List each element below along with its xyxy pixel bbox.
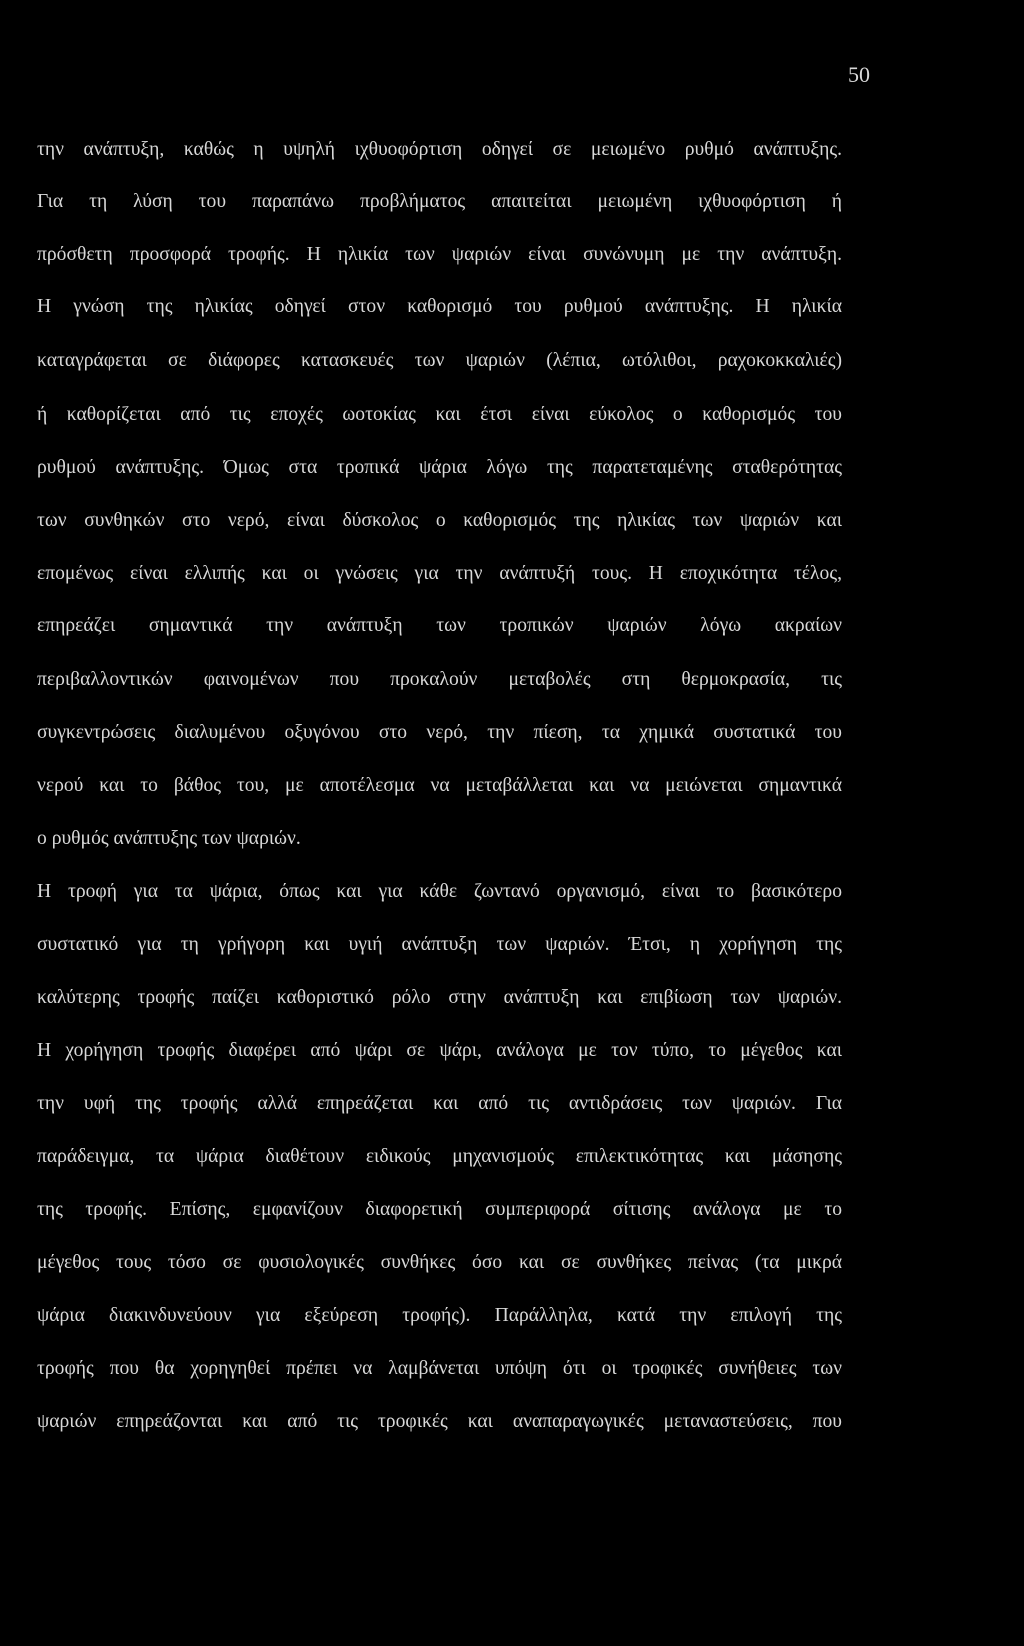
text-line: ή καθορίζεται από τις εποχές ωοτοκίας και έτσι είναι εύκολος ο καθορισμός του bbox=[37, 404, 842, 425]
text-line: επομένως είναι ελλιπής και οι γνώσεις για την ανάπτυξή τους. Η εποχικότητα τέλος, bbox=[37, 563, 842, 584]
text-line: πρόσθετη προσφορά τροφής. Η ηλικία των ψαριών είναι συνώνυμη με την ανάπτυξη. bbox=[37, 244, 842, 265]
text-line: ο ρυθμός ανάπτυξης των ψαριών. bbox=[37, 828, 301, 849]
text-line: ρυθμού ανάπτυξης. Όμως στα τροπικά ψάρια λόγω της παρατεταμένης σταθερότητας bbox=[37, 457, 842, 478]
text-line: καλύτερης τροφής παίζει καθοριστικό ρόλο στην ανάπτυξη και επιβίωση των ψαριών. bbox=[37, 987, 842, 1008]
text-line: μέγεθος τους τόσο σε φυσιολογικές συνθήκες όσο και σε συνθήκες πείνας (τα μικρά bbox=[37, 1252, 842, 1273]
text-line: επηρεάζει σημαντικά την ανάπτυξη των τροπικών ψαριών λόγω ακραίων bbox=[37, 615, 842, 636]
text-line: παράδειγμα, τα ψάρια διαθέτουν ειδικούς μηχανισμούς επιλεκτικότητας και μάσησης bbox=[37, 1146, 842, 1167]
text-line: περιβαλλοντικών φαινομένων που προκαλούν μεταβολές στη θερμοκρασία, τις bbox=[37, 669, 842, 690]
text-line: ψαριών επηρεάζονται και από τις τροφικές και αναπαραγωγικές μεταναστεύσεις, που bbox=[37, 1411, 842, 1432]
text-line: Για τη λύση του παραπάνω προβλήματος απαιτείται μειωμένη ιχθυοφόρτιση ή bbox=[37, 191, 842, 212]
text-line: νερού και το βάθος του, με αποτέλεσμα να μεταβάλλεται και να μειώνεται σημαντικά bbox=[37, 775, 842, 796]
text-line: καταγράφεται σε διάφορες κατασκευές των ψαριών (λέπια, ωτόλιθοι, ραχοκοκκαλιές) bbox=[37, 350, 842, 371]
text-line: των συνθηκών στο νερό, είναι δύσκολος ο καθορισμός της ηλικίας των ψαριών και bbox=[37, 510, 842, 531]
text-line: ψάρια διακινδυνεύουν για εξεύρεση τροφής). Παράλληλα, κατά την επιλογή της bbox=[37, 1305, 842, 1326]
text-line: τροφής που θα χορηγηθεί πρέπει να λαμβάνεται υπόψη ότι οι τροφικές συνήθειες των bbox=[37, 1358, 842, 1379]
text-line: Η γνώση της ηλικίας οδηγεί στον καθορισμό του ρυθμού ανάπτυξης. Η ηλικία bbox=[37, 296, 842, 317]
text-line: την υφή της τροφής αλλά επηρεάζεται και από τις αντιδράσεις των ψαριών. Για bbox=[37, 1093, 842, 1114]
text-line: Η χορήγηση τροφής διαφέρει από ψάρι σε ψάρι, ανάλογα με τον τύπο, το μέγεθος και bbox=[37, 1040, 842, 1061]
text-line: συστατικό για τη γρήγορη και υγιή ανάπτυξη των ψαριών. Έτσι, η χορήγηση της bbox=[37, 934, 842, 955]
page-number: 50 bbox=[848, 62, 870, 87]
text-line: την ανάπτυξη, καθώς η υψηλή ιχθυοφόρτιση οδηγεί σε μειωμένο ρυθμό ανάπτυξης. bbox=[37, 139, 842, 160]
text-line: συγκεντρώσεις διαλυμένου οξυγόνου στο νερό, την πίεση, τα χημικά συστατικά του bbox=[37, 722, 842, 743]
text-line: της τροφής. Επίσης, εμφανίζουν διαφορετική συμπεριφορά σίτισης ανάλογα με το bbox=[37, 1199, 842, 1220]
text-line: Η τροφή για τα ψάρια, όπως και για κάθε ζωντανό οργανισμό, είναι το βασικότερο bbox=[37, 881, 842, 902]
